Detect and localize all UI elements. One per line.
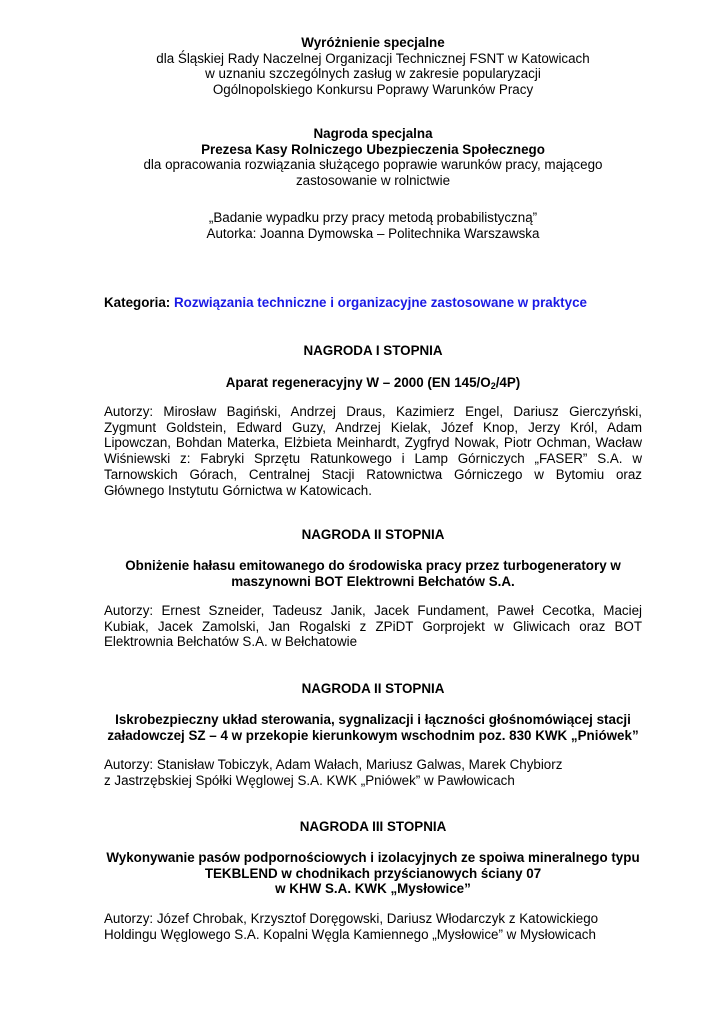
- award2-authors-line: Autorzy: Ernest Szneider, Tadeusz Janik, Jacek Fundament, Paweł Cecotka, Maciej: [104, 603, 642, 618]
- award1-authors-line: Wiśniewski z: Fabryki Sprzętu Ratunkowego i Lamp Górniczych „FASER” S.A. w: [104, 451, 642, 467]
- award1-authors-line: Zygmunt Goldstein, Edward Guzy, Andrzej Kielak, Józef Knop, Jerzy Król, Adam: [104, 419, 642, 435]
- award3-authors-line: Autorzy: Stanisław Tobiczyk, Adam Wałach, Mariusz Galwas, Marek Chybiorz: [104, 757, 563, 772]
- category-name: Rozwiązania techniczne i organizacyjne zastosowane w praktyce: [173, 295, 587, 310]
- award2-degree: [104, 527, 642, 543]
- award1-title: [104, 375, 642, 391]
- award1-authors-line: Lipowczan, Bohdan Materka, Elżbieta Meinhardt, Zygfryd Nowak, Piotr Ochman, Wacław: [104, 435, 642, 451]
- special-distinction-line: w uznaniu szczególnych zasług w zakresie popularyzacji: [205, 66, 541, 82]
- award1-title-pre: Aparat regeneracyjny W – 2000 (EN 145/O: [225, 375, 491, 390]
- category-label: Kategoria:: [104, 295, 171, 310]
- award1-degree: [104, 343, 642, 359]
- award4-title: [104, 850, 642, 897]
- award4-degree-text: NAGRODA III STOPNIA: [299, 819, 447, 834]
- award3-degree-text: NAGRODA II STOPNIA: [301, 681, 445, 696]
- special-distinction: [104, 35, 642, 98]
- award4-authors-line: Holdingu Węglowego S.A. Kopalni Węgla Kamiennego „Mysłowice” w Mysłowicach: [104, 926, 596, 942]
- award1-authors-line: Tarnowskich Górach, Centralnej Stacji Ratownictwa Górniczego w Bytomiu oraz: [104, 466, 642, 482]
- award1-title-post: /4P): [495, 375, 521, 390]
- award2-authors-line: Kubiak, Jacek Zamolski, Jan Rogalski z ZPiDT Gorprojekt w Gliwicach oraz BOT: [104, 618, 642, 634]
- award3-title: [104, 712, 642, 743]
- special-award-line: zastosowanie w rolnictwie: [295, 173, 451, 189]
- award1-authors-line: Głównego Instytutu Górnictwa w Katowicach.: [104, 482, 372, 498]
- special-award-line: dla opracowania rozwiązania służącego poprawie warunków pracy, mającego: [143, 157, 603, 173]
- award2-degree-text: NAGRODA II STOPNIA: [301, 527, 445, 542]
- special-award-author: Autorka: Joanna Dymowska – Politechnika Warszawska: [206, 225, 540, 241]
- award3-title-line: Iskrobezpieczny układ sterowania, sygnalizacji i łączności głośnomówiącej stacji: [115, 712, 631, 727]
- award1-degree-text: NAGRODA I STOPNIA: [303, 343, 443, 358]
- award4-degree: [104, 819, 642, 835]
- award4-title-line: TEKBLEND w chodnikach przyścianowych ściany 07: [204, 865, 542, 881]
- award2-authors: [104, 603, 642, 650]
- special-award-heading: Nagroda specjalna: [313, 126, 433, 141]
- award2-title-line: Obniżenie hałasu emitowanego do środowiska pracy przez turbogeneratory w: [125, 558, 621, 573]
- award3-authors: [104, 757, 642, 788]
- award1-title-sub: 2: [490, 381, 496, 391]
- award4-authors: [104, 911, 642, 942]
- special-distinction-line: dla Śląskiej Rady Naczelnej Organizacji Technicznej FSNT w Katowicach: [156, 50, 590, 66]
- special-award: [104, 126, 642, 189]
- award1-authors: [104, 404, 642, 498]
- award4-title-line: w KHW S.A. KWK „Mysłowice”: [275, 881, 471, 897]
- special-award-subheading: Prezesa Kasy Rolniczego Ubezpieczenia Społecznego: [201, 141, 545, 157]
- award4-title-line: Wykonywanie pasów podpornościowych i izolacyjnych ze spoiwa mineralnego typu: [106, 850, 640, 865]
- award4-authors-line: Autorzy: Józef Chrobak, Krzysztof Doręgowski, Dariusz Włodarczyk z Katowickiego: [104, 911, 599, 926]
- special-award-work: [104, 210, 642, 241]
- special-distinction-line: Ogólnopolskiego Konkursu Poprawy Warunków Pracy: [212, 82, 534, 98]
- special-award-work-title: „Badanie wypadku przy pracy metodą probabilistyczną”: [208, 210, 538, 225]
- award3-title-line: załadowczej SZ – 4 w przekopie kierunkowym wschodnim poz. 830 KWK „Pniówek”: [107, 727, 639, 743]
- special-distinction-heading: Wyróżnienie specjalne: [301, 35, 445, 50]
- award2-title: [104, 558, 642, 589]
- award3-degree: [104, 681, 642, 697]
- category: [104, 295, 642, 311]
- award3-authors-line: z Jastrzębskiej Spółki Węglowej S.A. KWK „Pniówek” w Pawłowicach: [104, 772, 515, 788]
- award2-title-line: maszynowni BOT Elektrowni Bełchatów S.A.: [231, 573, 515, 589]
- award1-authors-line: Autorzy: Mirosław Bagiński, Andrzej Draus, Kazimierz Engel, Dariusz Gierczyński,: [104, 404, 642, 419]
- award2-authors-line: Elektrownia Bełchatów S.A. w Bełchatowie: [104, 634, 358, 650]
